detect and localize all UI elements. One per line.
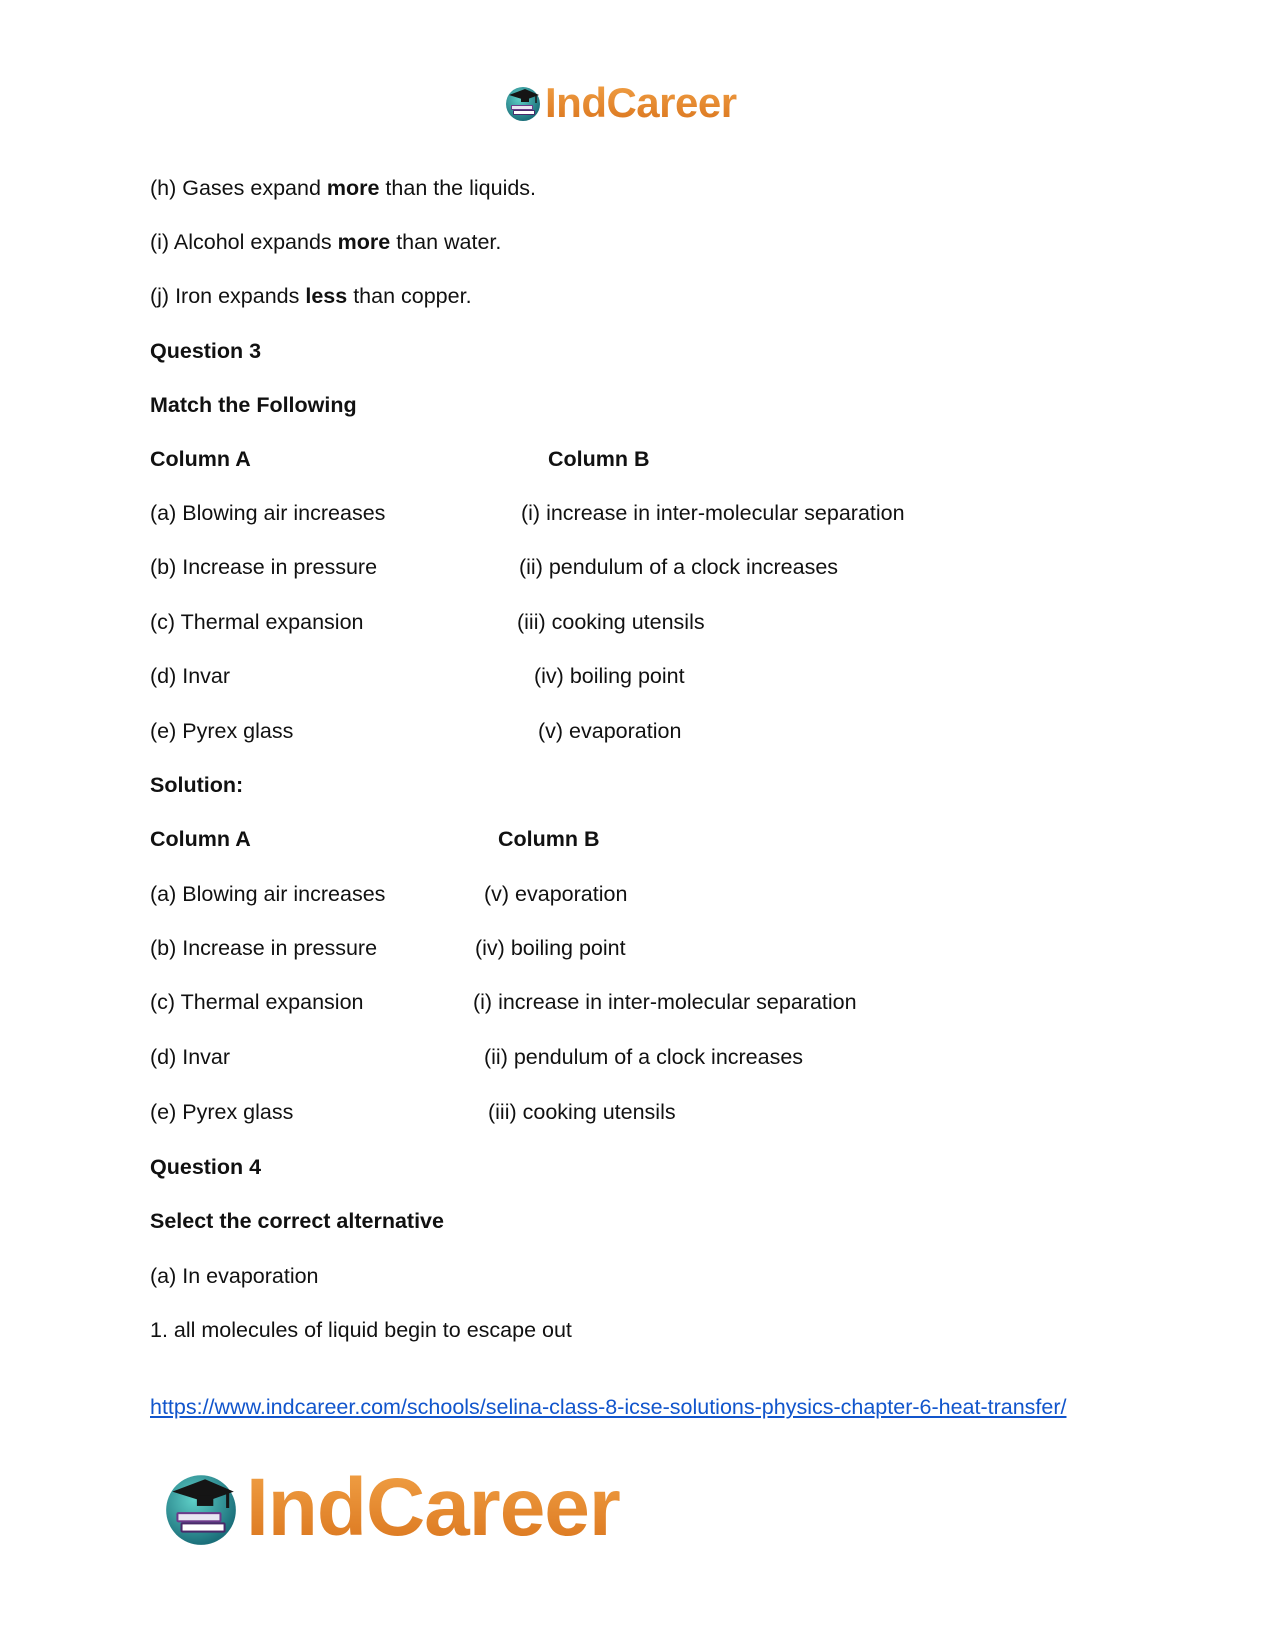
header-logo bbox=[503, 78, 737, 128]
brand-name: IndCareer bbox=[545, 79, 737, 126]
solution-column-a-header: Column A bbox=[150, 827, 251, 851]
solution-row-a-left: (a) Blowing air increases bbox=[150, 882, 386, 906]
solution-column-b-header: Column B bbox=[498, 827, 600, 851]
solution-heading: Solution: bbox=[150, 773, 244, 797]
footer-logo bbox=[160, 1463, 620, 1553]
solution-row-b-left: (b) Increase in pressure bbox=[150, 936, 378, 960]
statement-h: (h) Gases expand more than the liquids. bbox=[150, 176, 537, 200]
solution-row-d-right: (ii) pendulum of a clock increases bbox=[484, 1045, 804, 1069]
match-row-d-right: (iv) boiling point bbox=[534, 664, 685, 688]
graduation-book-globe-icon bbox=[160, 1467, 242, 1549]
solution-row-c-left: (c) Thermal expansion bbox=[150, 990, 364, 1014]
match-row-c-right: (iii) cooking utensils bbox=[517, 610, 705, 634]
solution-row-a-right: (v) evaporation bbox=[484, 882, 628, 906]
solution-row-e-left: (e) Pyrex glass bbox=[150, 1100, 294, 1124]
match-row-b-left: (b) Increase in pressure bbox=[150, 555, 378, 579]
match-row-e-left: (e) Pyrex glass bbox=[150, 719, 294, 743]
solution-row-d-left: (d) Invar bbox=[150, 1045, 231, 1069]
solution-row-b-right: (iv) boiling point bbox=[475, 936, 626, 960]
match-row-b-right: (ii) pendulum of a clock increases bbox=[519, 555, 839, 579]
question-3-heading: Question 3 bbox=[150, 339, 262, 363]
brand-name: IndCareer bbox=[246, 1462, 620, 1553]
match-row-d-left: (d) Invar bbox=[150, 664, 231, 688]
match-row-e-right: (v) evaporation bbox=[538, 719, 682, 743]
question-4-part-a: (a) In evaporation bbox=[150, 1264, 319, 1288]
statement-i: (i) Alcohol expands more than water. bbox=[150, 230, 502, 254]
question-4-option-1: 1. all molecules of liquid begin to escape out bbox=[150, 1318, 572, 1342]
question-3-subheading: Match the Following bbox=[150, 393, 357, 417]
match-row-a-left: (a) Blowing air increases bbox=[150, 501, 386, 525]
source-link[interactable]: https://www.indcareer.com/schools/selina-class-8-icse-solutions-physics-chapter-6-heat-transfer/ bbox=[150, 1395, 1067, 1419]
statement-j: (j) Iron expands less than copper. bbox=[150, 284, 472, 308]
solution-row-c-right: (i) increase in inter-molecular separation bbox=[473, 990, 857, 1014]
solution-row-e-right: (iii) cooking utensils bbox=[488, 1100, 676, 1124]
question-4-subheading: Select the correct alternative bbox=[150, 1209, 444, 1233]
column-b-header: Column B bbox=[548, 447, 650, 471]
match-row-a-right: (i) increase in inter-molecular separation bbox=[521, 501, 905, 525]
question-4-heading: Question 4 bbox=[150, 1155, 262, 1179]
graduation-book-globe-icon bbox=[503, 83, 543, 123]
match-row-c-left: (c) Thermal expansion bbox=[150, 610, 364, 634]
column-a-header: Column A bbox=[150, 447, 251, 471]
